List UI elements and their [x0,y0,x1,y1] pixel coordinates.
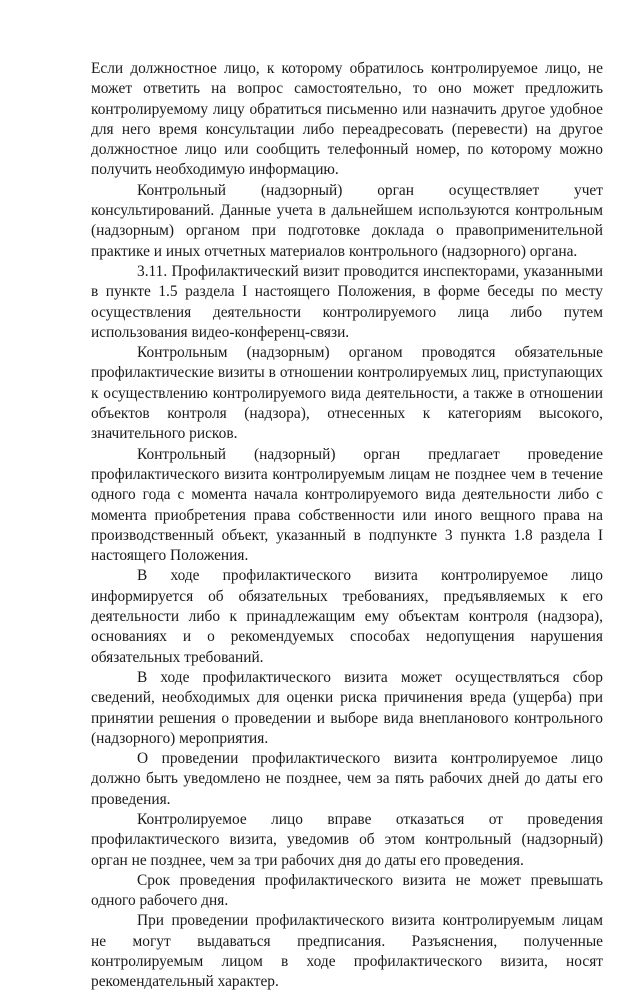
paragraph-11: При проведении профилактического визита контролируемым лицам не могут выдаваться предписания. Разъяснения, полученные контролируемым лицом в ходе профилактического визита, носят рекомендательный характер. [91,912,603,991]
paragraph-4: Контрольным (надзорным) органом проводятся обязательные профилактические визиты в отношении контролируемых лиц, приступающих к осуществлению контролируемого вида деятельности, а также в отношении объектов контроля (надзора), отнесенных к категориям высокого, значительного рисков. [91,344,603,443]
paragraph-7: В ходе профилактического визита может осуществляться сбор сведений, необходимых для оценки риска причинения вреда (ущерба) при принятии решения о проведении и выборе вида внепланового контрольного (надзорного) мероприятия. [91,668,603,747]
paragraph-6: В ходе профилактического визита контролируемое лицо информируется об обязательных требованиях, предъявляемых к его деятельности либо к принадлежащим ему объектам контроля (надзора), основаниях и о рекомендуемых способах недопущения нарушения обязательных требований. [91,567,603,666]
paragraph-9: Контролируемое лицо вправе отказаться от проведения профилактического визита, уведомив об этом контрольный (надзорный) орган не позднее, чем за три рабочих дня до даты его проведения. [91,810,603,869]
paragraph-3: 3.11. Профилактический визит проводится инспекторами, указанными в пункте 1.5 раздела I настоящего Положения, в форме беседы по месту осуществления деятельности контролируемого лица либо путем использования видео-конференц-связи. [91,262,603,341]
paragraph-5: Контрольный (надзорный) орган предлагает проведение профилактического визита контролируемым лицам не позднее чем в течение одного года с момента начала контролируемого вида деятельности либо с момента приобретения права собственности или иного вещного права на производственный объект, указанный в подпункте 3 пункта 1.8 раздела I настоящего Положения. [91,445,603,565]
paragraph-1: Если должностное лицо, к которому обратилось контролируемое лицо, не может ответить на вопрос самостоятельно, то оно может предложить контролируемому лицу обратиться письменно или назначить другое удобное для него время консультации либо переадресовать (перевести) на другое должностное лицо или сообщить телефонный номер, по которому можно получить необходимую информацию. [91,60,603,179]
paragraph-2: Контрольный (надзорный) орган осуществляет учет консультирований. Данные учета в дальнейшем используются контрольным (надзорным) органом при подготовке доклада о правоприменительной практике и иных отчетных материалов контрольного (надзорного) органа. [91,181,603,260]
paragraph-10: Срок проведения профилактического визита не может превышать одного рабочего дня. [91,871,603,910]
document-page [91,59,603,993]
paragraph-8: О проведении профилактического визита контролируемое лицо должно быть уведомлено не позднее, чем за пять рабочих дней до даты его проведения. [91,750,603,808]
